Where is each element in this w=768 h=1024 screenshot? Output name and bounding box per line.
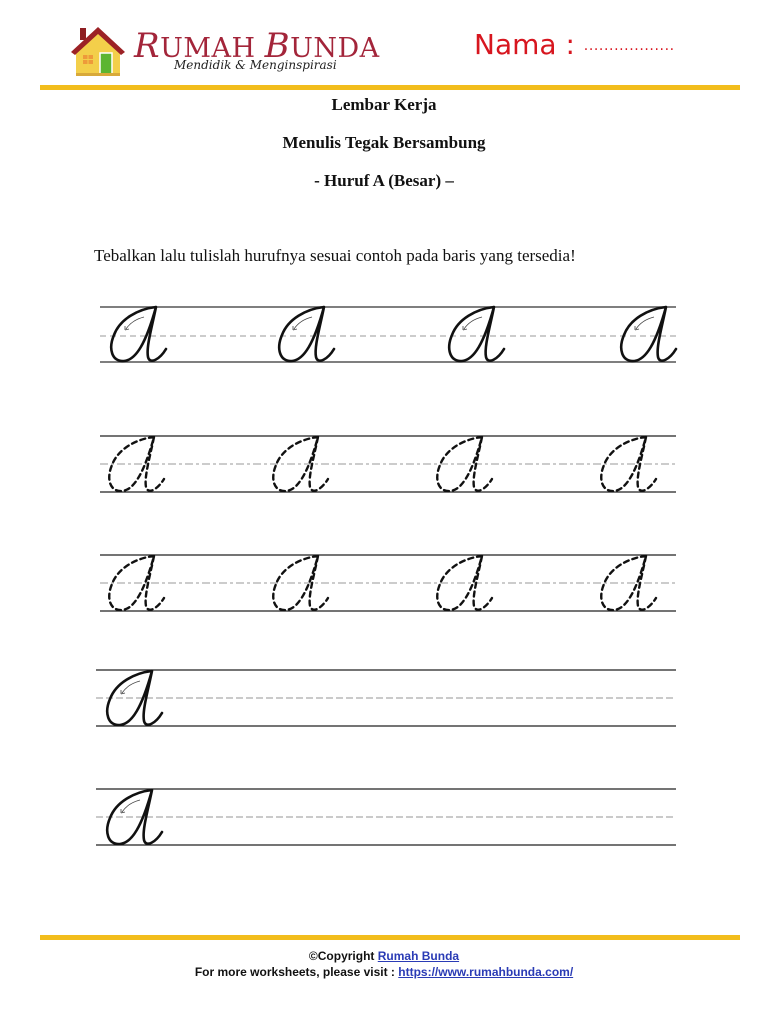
- practice-row-2[interactable]: [100, 436, 676, 492]
- brand-word-unda: UNDA: [290, 33, 380, 64]
- practice-row-4[interactable]: [96, 670, 676, 726]
- brand-tagline: Mendidik & Menginspirasi: [174, 58, 337, 72]
- practice-row-5[interactable]: [96, 789, 676, 845]
- worksheet-letter-heading: - Huruf A (Besar) –: [314, 171, 454, 190]
- practice-row-3[interactable]: [100, 555, 676, 611]
- instruction-text: Tebalkan lalu tulislah hurufnya sesuai contoh pada baris yang tersedia!: [94, 246, 576, 265]
- name-label: Nama :: [474, 28, 575, 61]
- website-link[interactable]: https://www.rumahbunda.com/: [398, 965, 574, 979]
- copyright-text: ©Copyright: [308, 949, 378, 963]
- name-blank[interactable]: ..................: [583, 38, 675, 54]
- footer-divider: [40, 935, 740, 940]
- brand-word-umah: UMAH: [160, 33, 256, 64]
- visit-text: For more worksheets, please visit :: [194, 965, 399, 979]
- brand-initial-r: R: [134, 26, 161, 66]
- brand-initial-b: B: [264, 26, 291, 66]
- practice-row-1: [100, 307, 676, 362]
- worksheet-subtitle: Menulis Tegak Bersambung: [282, 133, 486, 152]
- copyright-line: [0, 949, 768, 963]
- worksheet-title: Lembar Kerja: [331, 95, 437, 114]
- copyright-link[interactable]: Rumah Bunda: [377, 949, 460, 963]
- visit-line: [0, 965, 768, 979]
